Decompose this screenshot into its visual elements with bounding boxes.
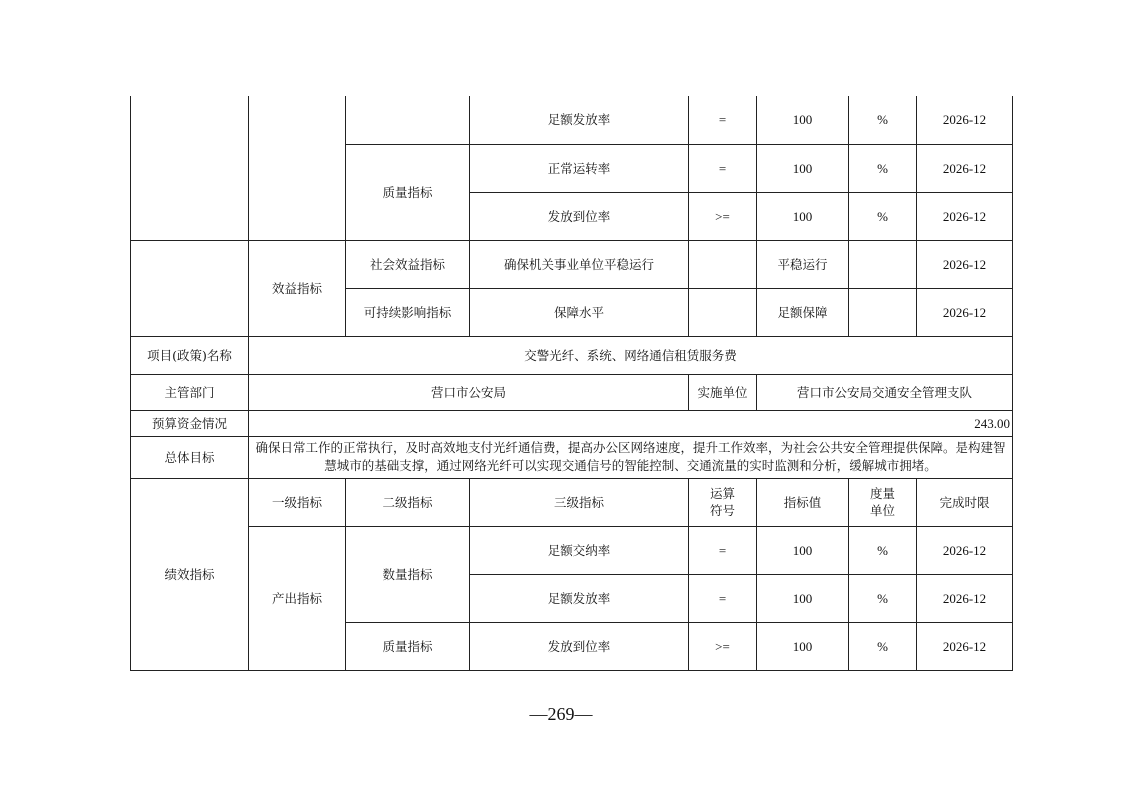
table-row <box>131 240 1013 288</box>
unit-cell <box>849 240 917 288</box>
deadline-cell: 2026-12 <box>917 526 1013 574</box>
unit-cell: % <box>849 192 917 240</box>
operator-cell: >= <box>689 622 757 670</box>
table-row <box>131 96 1013 144</box>
deadline-cell: 2026-12 <box>917 574 1013 622</box>
header-level3: 三级指标 <box>470 478 689 526</box>
implementer-label: 实施单位 <box>689 374 757 410</box>
header-unit <box>849 478 917 526</box>
performance-label: 绩效指标 <box>131 478 249 670</box>
value-cell: 100 <box>757 192 849 240</box>
table-row <box>131 436 1013 478</box>
goal-value: 确保日常工作的正常执行，及时高效地支付光纤通信费，提高办公区网络速度，提升工作效率，为社会公共安全管理提供保障。是构建智慧城市的基础支撑，通过网络光纤可以实现交通信号的智能控制、交通流量的实时监测和分析，缓解城市拥堵。 <box>249 436 1013 478</box>
blank-cell <box>131 96 249 240</box>
deadline-cell: 2026-12 <box>917 144 1013 192</box>
value-cell: 100 <box>757 622 849 670</box>
unit-cell: % <box>849 144 917 192</box>
level2-cell: 数量指标 <box>346 526 470 622</box>
budget-label: 预算资金情况 <box>131 410 249 436</box>
header-unit-line1: 度量 <box>869 486 895 501</box>
header-operator-line2: 符号 <box>709 503 735 518</box>
department-label: 主管部门 <box>131 374 249 410</box>
header-value: 指标值 <box>757 478 849 526</box>
value-cell: 100 <box>757 526 849 574</box>
value-cell: 100 <box>757 96 849 144</box>
value-cell: 100 <box>757 574 849 622</box>
blank-cell <box>346 96 470 144</box>
level1-cell: 产出指标 <box>249 526 346 670</box>
blank-cell <box>249 96 346 240</box>
level2-cell: 社会效益指标 <box>346 240 470 288</box>
unit-cell: % <box>849 96 917 144</box>
header-level2: 二级指标 <box>346 478 470 526</box>
level3-cell: 发放到位率 <box>470 622 689 670</box>
level2-cell: 质量指标 <box>346 622 470 670</box>
value-cell: 足额保障 <box>757 288 849 336</box>
table-row <box>131 374 1013 410</box>
value-cell: 100 <box>757 144 849 192</box>
operator-cell: = <box>689 526 757 574</box>
level3-cell: 保障水平 <box>470 288 689 336</box>
deadline-cell: 2026-12 <box>917 240 1013 288</box>
level3-cell: 足额发放率 <box>470 96 689 144</box>
level1-cell: 效益指标 <box>249 240 346 336</box>
page-number: —269— <box>529 704 593 724</box>
implementer-value: 营口市公安局交通安全管理支队 <box>757 374 1013 410</box>
operator-cell <box>689 240 757 288</box>
value-cell: 平稳运行 <box>757 240 849 288</box>
deadline-cell: 2026-12 <box>917 622 1013 670</box>
blank-cell <box>131 240 249 336</box>
table-row <box>131 410 1013 436</box>
project-name-value: 交警光纤、系统、网络通信租赁服务费 <box>249 336 1013 374</box>
level3-cell: 确保机关事业单位平稳运行 <box>470 240 689 288</box>
unit-cell: % <box>849 574 917 622</box>
level2-cell: 质量指标 <box>346 144 470 240</box>
level2-cell: 可持续影响指标 <box>346 288 470 336</box>
operator-cell: = <box>689 144 757 192</box>
goal-label: 总体目标 <box>131 436 249 478</box>
header-level1: 一级指标 <box>249 478 346 526</box>
header-operator <box>689 478 757 526</box>
performance-table <box>130 96 1013 671</box>
level3-cell: 足额发放率 <box>470 574 689 622</box>
header-unit-line2: 单位 <box>869 503 895 518</box>
unit-cell: % <box>849 526 917 574</box>
table-header-row <box>131 478 1013 526</box>
header-deadline: 完成时限 <box>917 478 1013 526</box>
operator-cell <box>689 288 757 336</box>
operator-cell: = <box>689 96 757 144</box>
deadline-cell: 2026-12 <box>917 96 1013 144</box>
header-operator-line1: 运算 <box>709 486 735 501</box>
project-name-label: 项目(政策)名称 <box>131 336 249 374</box>
level3-cell: 发放到位率 <box>470 192 689 240</box>
operator-cell: >= <box>689 192 757 240</box>
table-row <box>131 526 1013 574</box>
unit-cell <box>849 288 917 336</box>
department-value: 营口市公安局 <box>249 374 689 410</box>
deadline-cell: 2026-12 <box>917 288 1013 336</box>
budget-value: 243.00 <box>249 410 1013 436</box>
deadline-cell: 2026-12 <box>917 192 1013 240</box>
table-row <box>131 336 1013 374</box>
level3-cell: 足额交纳率 <box>470 526 689 574</box>
operator-cell: = <box>689 574 757 622</box>
level3-cell: 正常运转率 <box>470 144 689 192</box>
unit-cell: % <box>849 622 917 670</box>
